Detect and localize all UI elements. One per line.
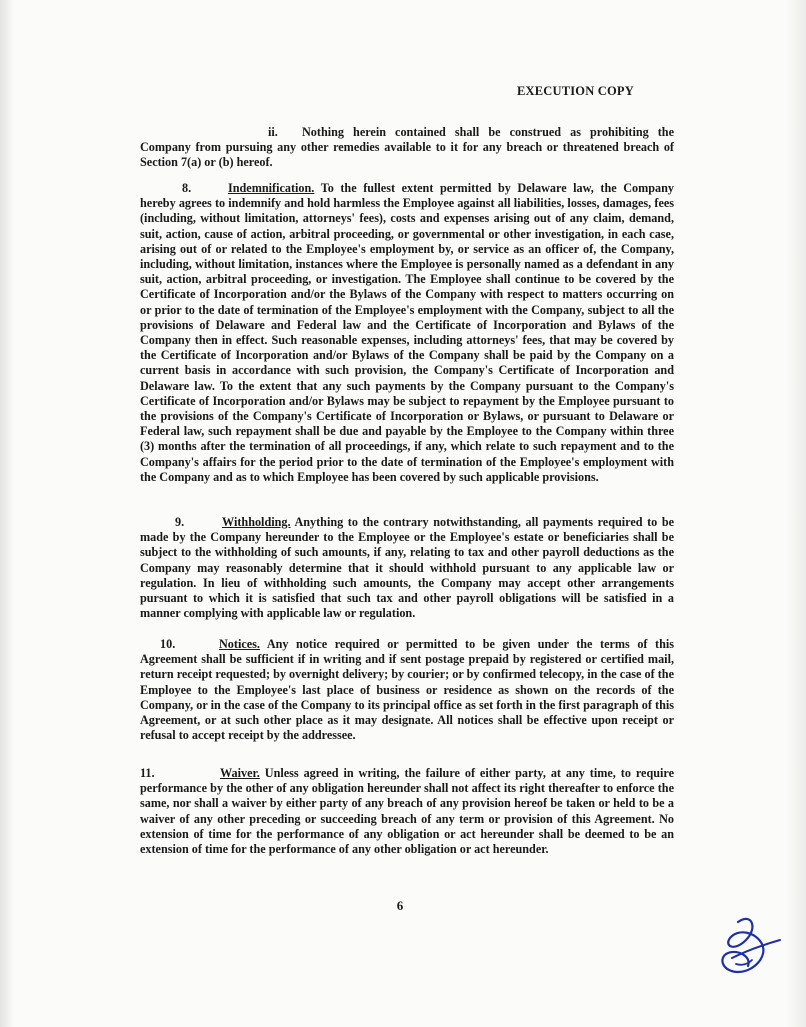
scan-edge-shadow bbox=[0, 0, 14, 1027]
paragraph-text: Any notice required or permitted to be given under the terms of this Agreement shall be sufficient if in writing and if sent postage prepaid by registered or certified mail, return receipt requested; by overnight delivery; by courier; or by confirmed telecopy, in the case of the Employee to the Employee's last place of business or residence as shown on the records of the Company, or in the case of the Company to its principal office as set forth in the first paragraph of this Agreement, or at such other place as it may designate. All notices shall be effective upon receipt or refusal to accept receipt by the addressee. bbox=[140, 637, 674, 743]
paragraph-withholding bbox=[140, 515, 674, 621]
paragraph-text: Nothing herein contained shall be construed as prohibiting the Company from pursuing any other remedies available to it for any breach or threatened breach of Section 7(a) or (b) hereof. bbox=[140, 125, 674, 170]
paragraph-indemnification bbox=[140, 181, 674, 485]
page-number: 6 bbox=[396, 898, 404, 913]
initials-signature bbox=[708, 910, 788, 985]
paragraph-text: Unless agreed in writing, the failure of either party, at any time, to require performance by the other of any obligation hereunder shall not affect its right thereafter to enforce the same, nor shall a waiver by either party of any breach of any provision hereof be taken or held to be a waiver of any other preceding or succeeding breach of any term or provision of this Agreement. No extension of time for the performance of any obligation or act hereunder shall be deemed to be an extension of time for the performance of any other obligation or act hereunder. bbox=[140, 766, 674, 857]
section-heading: Withholding. bbox=[222, 515, 291, 529]
execution-copy-header: EXECUTION COPY bbox=[516, 84, 634, 98]
paragraph-text: Anything to the contrary notwithstanding, all payments required to be made by the Company hereunder to the Employee or the Employee's estate or beneficiaries shall be subject to the withholding of such amounts, if any, relating to tax and other payroll deductions as the Company may reasonably determine that it should withhold pursuant to any applicable law or regulation. In lieu of withholding such amounts, the Company may accept other arrangements pursuant to which it is satisfied that such tax and other payroll obligations will be satisfied in a manner complying with applicable law or regulation. bbox=[140, 515, 675, 621]
paragraph-number: ii. bbox=[268, 125, 278, 139]
paragraph-text: To the fullest extent permitted by Delaware law, the Company hereby agrees to indemnify and hold harmless the Employee against all liabilities, losses, damages, fees (including, without limitation, attorneys' fees), costs and expenses arising out of any claim, demand, suit, action, cause of action, arbitral proceeding, or governmental or other investigation, in each case, arising out of or related to the Employee's employment by, or service as an officer of, the Company, including, without limitation, instances where the Employee is personally named as a defendant in any suit, action, arbitral proceeding, or investigation. The Employee shall continue to be covered by the Certificate of Incorporation and/or the Bylaws of the Company with respect to matters occurring on or prior to the date of termination of the Employee's employment with the Company, subject to all the provisions of Delaware and Federal law and the Certificate of Incorporation and Bylaws of the Company then in effect. Such reasonable expenses, including attorneys' fees, that may be covered by the Certificate of Incorporation and/or Bylaws of the Company shall be paid by the Company on a current basis in accordance with such provision, the Company's Certificate of Incorporation and Delaware law. To the extent that any such payments by the Company pursuant to the Company's Certificate of Incorporation and/or Bylaws may be subject to repayment by the Employee pursuant to the provisions of the Company's Certificate of Incorporation or Bylaws, or pursuant to Delaware or Federal law, such repayment shall be due and payable by the Employee to the Company within three (3) months after the termination of all proceedings, if any, which relate to such repayment and to the Company's affairs for the period prior to the date of termination of the Employee's employment with the Company and as to which Employee has been covered by such applicable provisions. bbox=[140, 181, 675, 484]
scan-edge-shadow-right bbox=[786, 0, 806, 1027]
paragraph-notices bbox=[140, 637, 674, 743]
paragraph-number: 8. bbox=[182, 181, 192, 195]
section-heading: Waiver. bbox=[220, 766, 260, 780]
section-heading: Indemnification. bbox=[228, 181, 315, 195]
paragraph-ii bbox=[140, 125, 674, 171]
paragraph-number: 11. bbox=[140, 766, 155, 780]
paragraph-number: 9. bbox=[175, 515, 185, 529]
paragraph-number: 10. bbox=[160, 637, 176, 651]
section-heading: Notices. bbox=[219, 637, 260, 651]
paragraph-waiver bbox=[140, 766, 674, 857]
